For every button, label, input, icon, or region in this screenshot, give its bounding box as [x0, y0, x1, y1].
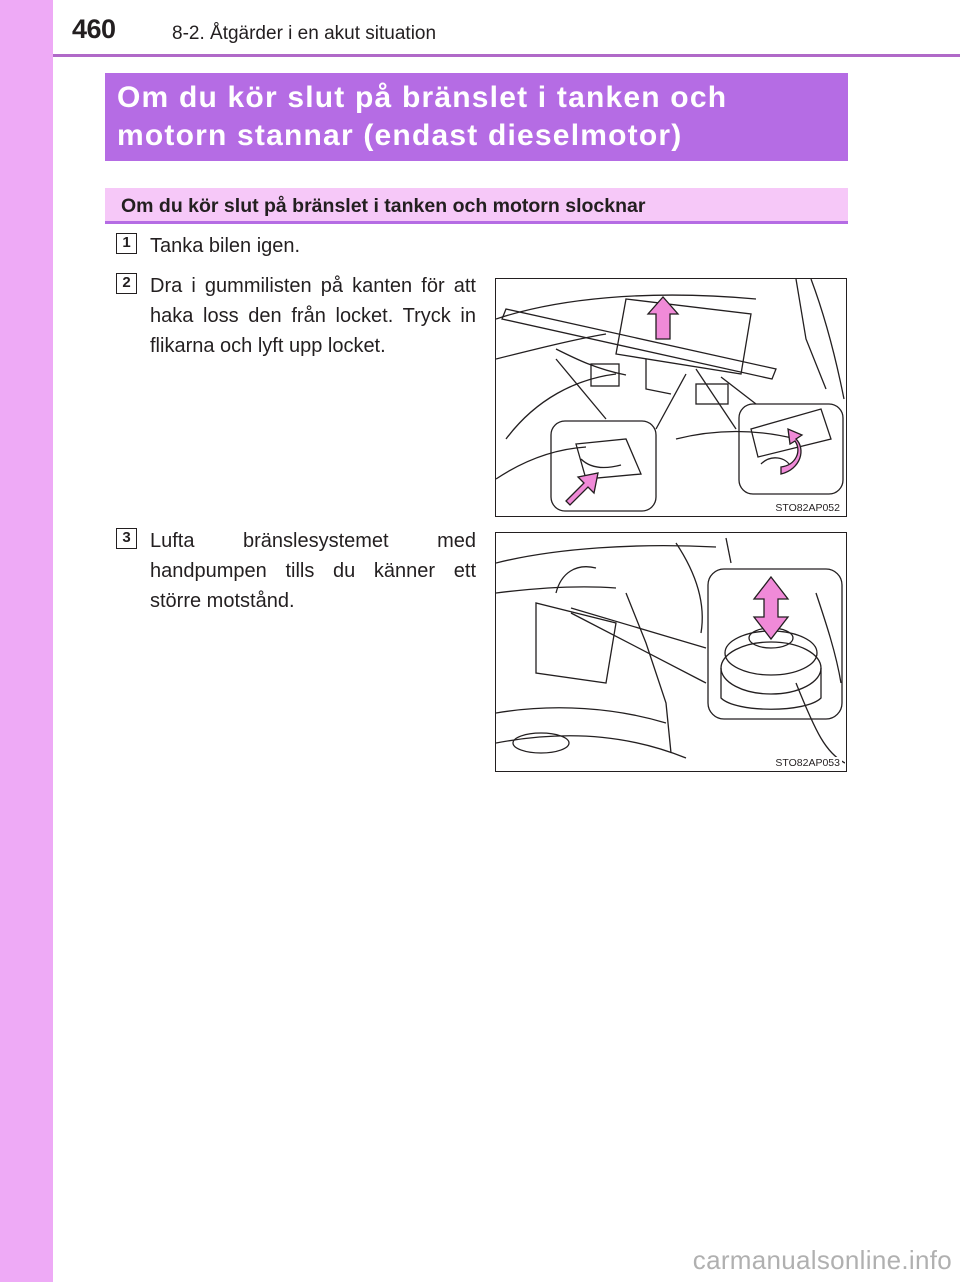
- section-title-line-1: Om du kör slut på bränslet i tanken och: [117, 81, 728, 114]
- figure-code-1: STO82AP052: [775, 502, 840, 514]
- section-title: [105, 73, 848, 161]
- step-text-2: Dra i gummilisten på kanten för att haka loss den från locket. Tryck in flikarna och lyft upp locket.: [150, 275, 476, 357]
- subheading: Om du kör slut på bränslet i tanken och motorn slocknar: [105, 188, 848, 224]
- page-number: 460: [72, 14, 116, 44]
- figure-code-2: STO82AP053: [775, 757, 840, 769]
- hand-pump-illustration: [496, 533, 845, 770]
- step-number-3: 3: [116, 528, 137, 549]
- step-number-2: 2: [116, 273, 137, 294]
- header-divider: [53, 54, 960, 57]
- watermark: carmanualsonline.info: [692, 1245, 952, 1275]
- figure-hand-pump: [495, 532, 847, 772]
- chapter-title: 8-2. Åtgärder i en akut situation: [172, 23, 437, 44]
- section-title-line-2: motorn stannar (endast dieselmotor): [117, 119, 683, 152]
- cover-removal-illustration: [496, 279, 845, 515]
- figure-cover-removal: [495, 278, 847, 517]
- step-text-1: Tanka bilen igen.: [150, 235, 301, 257]
- step-text-3: Lufta bränslesystemet med handpumpen tills du känner ett större motstånd.: [150, 530, 476, 612]
- step-number-1: 1: [116, 233, 137, 254]
- side-tab-band: [0, 0, 53, 1282]
